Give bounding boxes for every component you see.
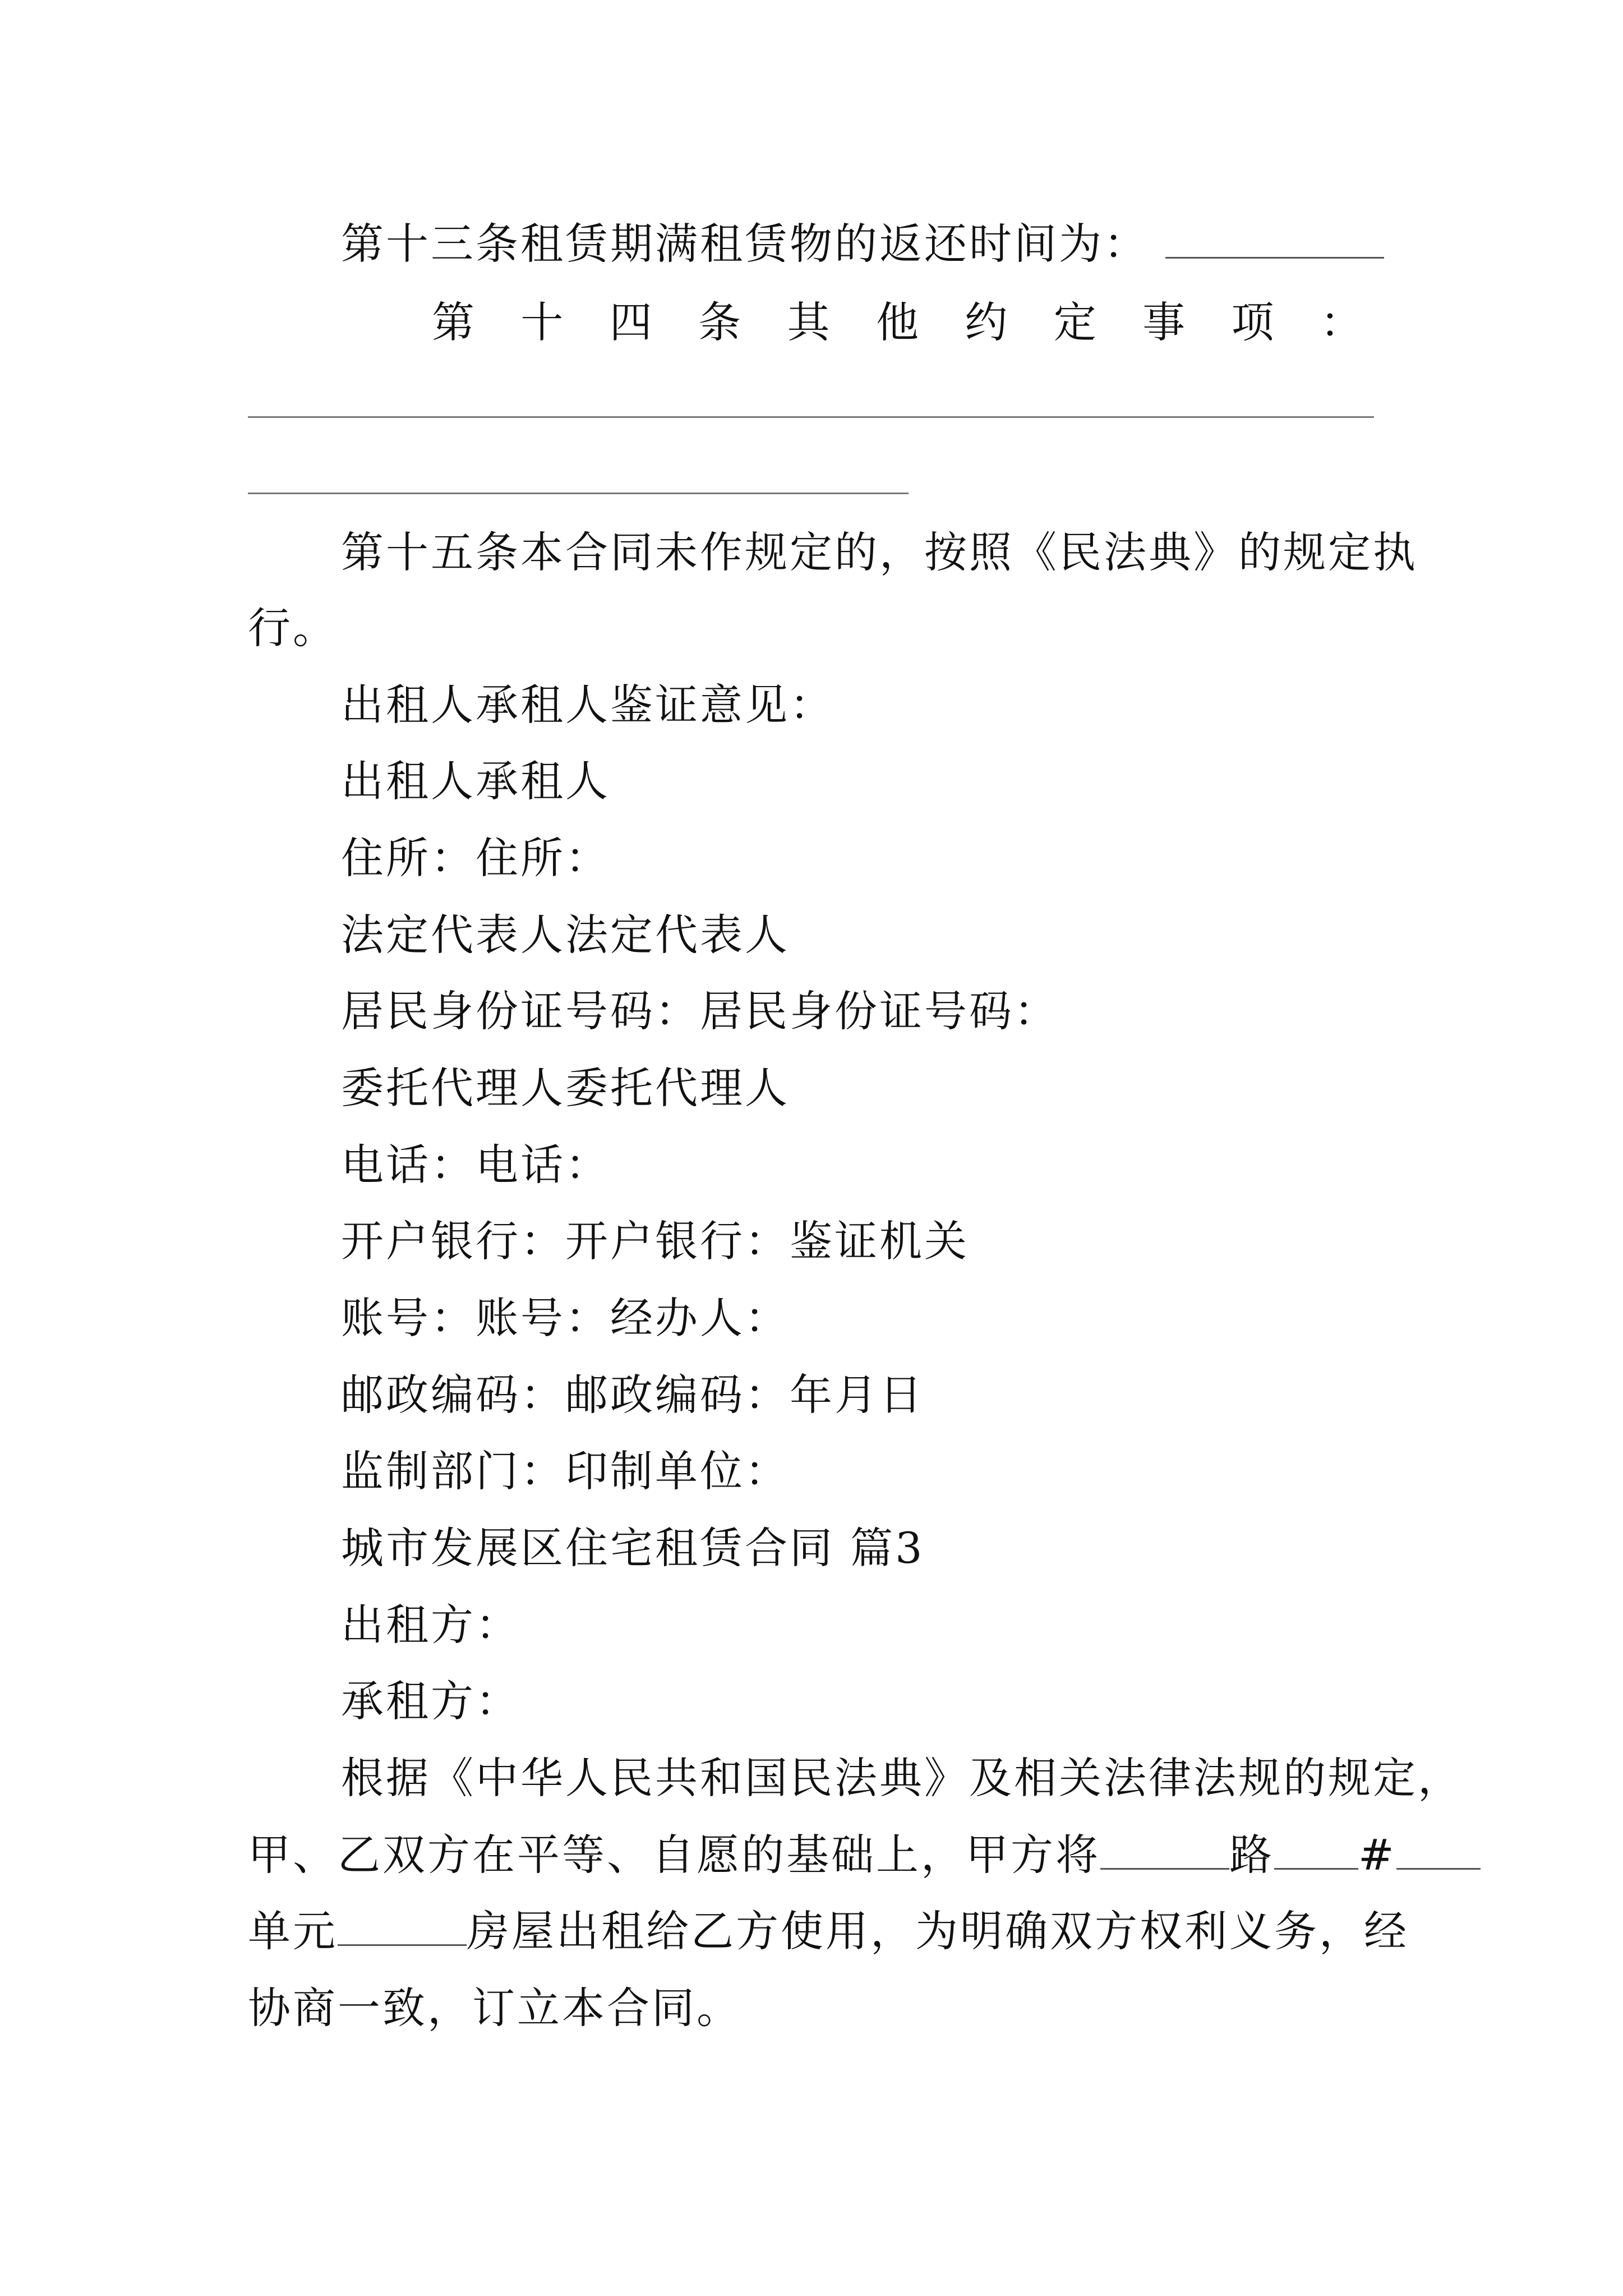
clause-14-char: 约 — [965, 297, 1008, 347]
clause-14-char: 定 — [1053, 297, 1096, 347]
paragraph-line-2-text: 甲、乙双方在平等、自愿的基础上，甲方将 — [248, 1830, 1100, 1880]
paragraph-line-3 — [248, 1903, 1409, 1959]
clause-14-char: 四 — [609, 297, 652, 347]
signature-id-number: 居民身份证号码：居民身份证号码： — [341, 986, 1059, 1036]
number-sign: # — [1358, 1830, 1396, 1880]
section-3-title: 城市发展区住宅租赁合同 篇3 — [341, 1523, 925, 1573]
signature-printer: 监制部门：印制单位： — [341, 1446, 790, 1496]
building-number-blank — [1274, 1829, 1358, 1870]
clause-14-char: 第 — [432, 297, 474, 347]
signature-legal-rep: 法定代表人法定代表人 — [341, 910, 790, 960]
signature-account: 账号：账号：经办人： — [341, 1293, 790, 1343]
clause-14-char: 事 — [1142, 297, 1186, 347]
signature-address: 住所：住所： — [341, 833, 610, 883]
clause-14-char: 他 — [875, 297, 919, 347]
clause-13-text: 第十三条租赁期满租赁物的返还时间为： — [341, 219, 1149, 269]
paragraph-line-4: 协商一致，订立本合同。 — [248, 1983, 741, 2033]
signature-phone: 电话：电话： — [341, 1140, 610, 1190]
unit-label: 单元 — [248, 1906, 338, 1956]
clause-15-line-1: 第十五条本合同未作规定的，按照《民法典》的规定执 — [341, 527, 1418, 577]
signature-bank: 开户银行：开户银行：鉴证机关 — [341, 1216, 969, 1266]
paragraph-line-1: 根据《中华人民共和国民法典》及相关法律法规的规定， — [341, 1753, 1463, 1803]
room-number-blank — [338, 1905, 467, 1946]
clause-14-char: 十 — [520, 297, 564, 347]
other-terms-blank-line-2 — [248, 493, 909, 494]
clause-14 — [432, 295, 1363, 351]
clause-14-char: 项 — [1231, 297, 1274, 347]
signature-agent: 委托代理人委托代理人 — [341, 1063, 790, 1113]
paragraph-line-3-text: 房屋出租给乙方使用，为明确双方权利义务，经 — [467, 1906, 1409, 1956]
lessee-label: 承租方： — [341, 1676, 520, 1726]
road-label: 路 — [1229, 1830, 1274, 1880]
signature-opinion: 出租人承租人鉴证意见： — [341, 680, 834, 730]
signature-postcode: 邮政编码：邮政编码：年月日 — [341, 1370, 924, 1420]
lessor-label: 出租方： — [341, 1600, 520, 1650]
clause-13 — [341, 216, 1384, 272]
clause-14-char: 条 — [698, 297, 741, 347]
paragraph-line-2 — [248, 1827, 1481, 1883]
return-time-blank — [1165, 218, 1384, 259]
clause-14-char: ： — [1320, 297, 1363, 347]
road-blank — [1100, 1829, 1229, 1870]
clause-14-char: 其 — [787, 297, 830, 347]
unit-number-blank — [1396, 1829, 1481, 1870]
other-terms-blank-line-1 — [248, 416, 1374, 418]
clause-15-line-2: 行。 — [248, 603, 338, 653]
signature-parties: 出租人承租人 — [341, 756, 610, 806]
